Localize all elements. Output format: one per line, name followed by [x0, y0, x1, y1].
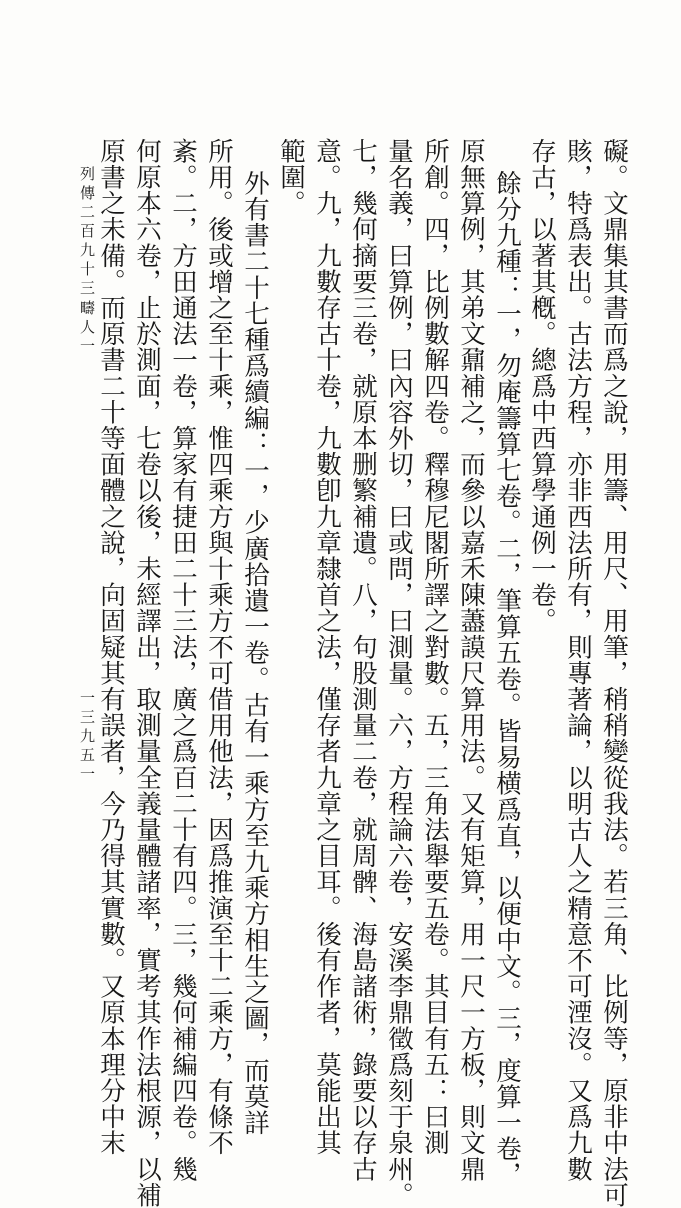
- text-column-7: 量名義，曰算例，曰內容外切，曰或問，曰測量。六，方程論六卷，安溪李鼎徵爲刻于泉州。: [384, 138, 414, 1208]
- text-column-11: 外有書二十七種爲續編：一，少廣拾遺一卷。古有一乘方至九乘方相生之圖，而莫詳: [240, 170, 270, 1136]
- text-column-14: 何原本六卷，止於測面，七卷以後，未經譯出，取測量全義量體諸率，實考其作法根源，以補: [132, 138, 162, 1208]
- text-column-3: 存古，以著其槪。總爲中西算學通例一卷。: [527, 138, 557, 634]
- text-column-12: 所用。後或增之至十乘，惟四乘方與十乘方不可借用他法，因爲推演至十二乘方，有條不: [204, 138, 234, 1156]
- text-column-1: 礙。文鼎集其書而爲之說，用籌、用尺、用筆，稍稍變從我法。若三角、比例等，原非中法可: [599, 138, 629, 1208]
- text-column-4: 餘分九種：一，勿庵籌算七卷。二，筆算五卷。皆易横爲直，以便中文。三，度算一卷，: [492, 170, 522, 1188]
- text-column-5: 原無算例，其弟文鼐補之，而參以嘉禾陳藎謨尺算用法。又有矩算，用一尺一方板，則文鼎: [456, 138, 486, 1182]
- text-column-10: 範圍。: [276, 138, 306, 217]
- page-number: 一三九五一: [78, 690, 96, 785]
- text-column-9: 意。九，九數存古十卷，九數卽九章隸首之法，僅存者九章之目耳。後有作者，莫能出其: [312, 138, 342, 1156]
- text-column-6: 所創。四，比例數解四卷。釋穆尼閣所譯之對數。五，三角法舉要五卷。其目有五：曰測: [420, 138, 450, 1156]
- section-title: 疇人一: [78, 300, 96, 357]
- chapter-title: 列傳二百九十三: [78, 166, 96, 299]
- text-column-13: 紊。二，方田通法一卷，算家有捷田二十三法，廣之爲百二十有四。三，幾何補編四卷。幾: [168, 138, 198, 1182]
- text-column-8: 七，幾何摘要三卷，就原本删繁補遺。八，句股測量二卷，就周髀、海島諸術，錄要以存古: [348, 138, 378, 1182]
- text-column-2: 賅，特爲表出。古法方程，亦非西法所有，則專著論，以明古人之精意不可湮沒。又爲九數: [563, 138, 593, 1182]
- text-column-15: 原書之未備。而原書二十等面體之說，向固疑其有誤者，今乃得其實數。又原本理分中末: [96, 138, 126, 1156]
